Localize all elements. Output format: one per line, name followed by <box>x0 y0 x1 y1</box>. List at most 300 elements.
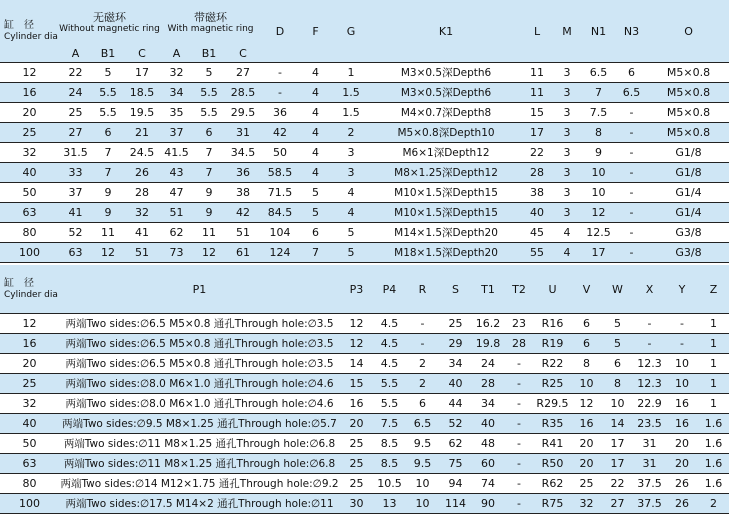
table-cell: 61 <box>225 243 261 263</box>
table-row <box>0 103 729 123</box>
table-cell: 9 <box>582 143 615 163</box>
table-cell: 6 <box>571 334 602 354</box>
cylinder-dia-cell: 32 <box>0 143 59 163</box>
table-cell: 12 <box>193 243 225 263</box>
table-cell: 4 <box>299 63 332 83</box>
table-cell: - <box>666 314 698 334</box>
cylinder-dia-cell: 32 <box>0 394 59 414</box>
cylinder-dia-cell: 20 <box>0 103 59 123</box>
table-cell: 124 <box>261 243 299 263</box>
table-cell: 6 <box>615 63 648 83</box>
cylinder-dia-cell: 63 <box>0 203 59 223</box>
cylinder-dia-cell: 80 <box>0 474 59 494</box>
table-cell: 11 <box>92 223 124 243</box>
table-cell: 37 <box>59 183 92 203</box>
col-header-o: O <box>648 0 729 63</box>
table-cell: - <box>615 123 648 143</box>
table-cell: 8 <box>582 123 615 143</box>
table-cell: 5.5 <box>193 103 225 123</box>
col-header-a: A <box>59 44 92 63</box>
table-cell: 4 <box>299 83 332 103</box>
table-cell: 18.5 <box>124 83 160 103</box>
table-cell: 1 <box>698 374 729 394</box>
table-cell: 16.2 <box>472 314 504 334</box>
table-cell: 1 <box>698 354 729 374</box>
table-cell: 16 <box>340 394 373 414</box>
cylinder-dia-cell: 80 <box>0 223 59 243</box>
table-cell: 5 <box>299 183 332 203</box>
table-cell: 22 <box>602 474 633 494</box>
table-cell: 8 <box>571 354 602 374</box>
cylinder-dia-header-bottom: 缸 径 Cylinder dia <box>0 265 59 314</box>
table-cell: 26 <box>666 494 698 514</box>
table-cell: - <box>615 163 648 183</box>
table-cell: R16 <box>534 314 571 334</box>
cylinder-dia-cell: 16 <box>0 334 59 354</box>
table-cell: 1 <box>698 334 729 354</box>
table-cell: 1.5 <box>332 83 370 103</box>
table-cell: - <box>615 103 648 123</box>
table-row <box>0 83 729 103</box>
table-cell: 37.5 <box>633 494 666 514</box>
table-cell: - <box>406 334 439 354</box>
table-cell: 20 <box>340 414 373 434</box>
table-cell: R25 <box>534 374 571 394</box>
table-cell: 17 <box>522 123 552 143</box>
table-cell: 3 <box>332 143 370 163</box>
table-cell: - <box>633 314 666 334</box>
table-cell: 9 <box>92 183 124 203</box>
table-cell: 14 <box>340 354 373 374</box>
table-cell: 42 <box>225 203 261 223</box>
table-cell: 7.5 <box>582 103 615 123</box>
table-row <box>0 203 729 223</box>
table-cell: 1 <box>698 394 729 414</box>
table-cell: 7 <box>193 163 225 183</box>
table-cell: M3×0.5深Depth6 <box>370 63 522 83</box>
table-cell: 28 <box>522 163 552 183</box>
table-cell: 12.5 <box>582 223 615 243</box>
table-cell: - <box>504 474 534 494</box>
table-cell: 12 <box>340 334 373 354</box>
table-cell: 25 <box>340 454 373 474</box>
cylinder-dia-cell: 40 <box>0 414 59 434</box>
table-cell: 41 <box>124 223 160 243</box>
table-cell: 34 <box>439 354 472 374</box>
table-cell: R75 <box>534 494 571 514</box>
table-cell: 5 <box>193 63 225 83</box>
table-cell: 两端Two sides:∅17.5 M14×2 通孔Through hole:∅11 <box>59 494 340 514</box>
table-cell: 22 <box>59 63 92 83</box>
table-cell: R50 <box>534 454 571 474</box>
table-cell: 14 <box>602 414 633 434</box>
table-cell: 两端Two sides:∅11 M8×1.25 通孔Through hole:∅6.8 <box>59 454 340 474</box>
table-cell: 26 <box>124 163 160 183</box>
table-cell: 13 <box>373 494 406 514</box>
table-row <box>0 414 729 434</box>
table-cell: 7 <box>299 243 332 263</box>
table-cell: 51 <box>160 203 193 223</box>
table-cell: 两端Two sides:∅14 M12×1.75 通孔Through hole:∅9.2 <box>59 474 340 494</box>
table-cell: 12 <box>571 394 602 414</box>
table-cell: 32 <box>571 494 602 514</box>
table-cell: 9.5 <box>406 454 439 474</box>
col-header-s: S <box>439 265 472 314</box>
table-cell: 63 <box>59 243 92 263</box>
table-cell: 4 <box>552 223 582 243</box>
table-cell: 51 <box>225 223 261 243</box>
table-cell: 10 <box>406 494 439 514</box>
table-cell: 5 <box>299 203 332 223</box>
table-cell: 3 <box>552 63 582 83</box>
table-cell: 3 <box>552 83 582 103</box>
table-cell: R29.5 <box>534 394 571 414</box>
col-header-t2: T2 <box>504 265 534 314</box>
table-cell: - <box>615 203 648 223</box>
cylinder-dia-cell: 25 <box>0 123 59 143</box>
table-cell: R19 <box>534 334 571 354</box>
table-cell: 48 <box>472 434 504 454</box>
table-cell: 40 <box>439 374 472 394</box>
table-cell: 94 <box>439 474 472 494</box>
table-row <box>0 394 729 414</box>
table-cell: M5×0.8 <box>648 123 729 143</box>
table-cell: 55 <box>522 243 552 263</box>
table-cell: M5×0.8 <box>648 63 729 83</box>
table-cell: 27 <box>225 63 261 83</box>
cylinder-dia-cell: 50 <box>0 434 59 454</box>
cylinder-dia-cell: 12 <box>0 314 59 334</box>
table-cell: 4 <box>299 123 332 143</box>
table-cell: M5×0.8 <box>648 103 729 123</box>
table-cell: 60 <box>472 454 504 474</box>
table-row <box>0 434 729 454</box>
cylinder-dia-cell: 40 <box>0 163 59 183</box>
table-cell: 5.5 <box>193 83 225 103</box>
table-cell: 9 <box>193 203 225 223</box>
table-cell: 16 <box>571 414 602 434</box>
table-cell: 25 <box>571 474 602 494</box>
table-cell: 10 <box>582 183 615 203</box>
table-cell: 3 <box>552 183 582 203</box>
table-cell: 11 <box>193 223 225 243</box>
table-cell: 11 <box>522 63 552 83</box>
table-cell: - <box>504 414 534 434</box>
table-cell: 两端Two sides:∅9.5 M8×1.25 通孔Through hole:∅5.7 <box>59 414 340 434</box>
table-cell: 2 <box>406 374 439 394</box>
col-header-r: R <box>406 265 439 314</box>
table-cell: 7.5 <box>373 414 406 434</box>
table-cell: 5 <box>332 223 370 243</box>
table-cell: 36 <box>261 103 299 123</box>
table-row <box>0 143 729 163</box>
table-row <box>0 163 729 183</box>
table-cell: - <box>633 334 666 354</box>
col-header-p4: P4 <box>373 265 406 314</box>
table-cell: 1.6 <box>698 434 729 454</box>
table-cell: - <box>504 394 534 414</box>
table-cell: 3 <box>552 103 582 123</box>
table-cell: 71.5 <box>261 183 299 203</box>
table-cell: 2 <box>406 354 439 374</box>
table-cell: 36 <box>225 163 261 183</box>
table-row <box>0 314 729 334</box>
table-cell: 两端Two sides:∅6.5 M5×0.8 通孔Through hole:∅3.5 <box>59 334 340 354</box>
table-cell: - <box>504 374 534 394</box>
col-header-w: W <box>602 265 633 314</box>
table-cell: 1 <box>332 63 370 83</box>
table-row <box>0 243 729 263</box>
table-cell: - <box>615 223 648 243</box>
cylinder-dia-cell: 100 <box>0 494 59 514</box>
table-cell: M10×1.5深Depth15 <box>370 203 522 223</box>
table-cell: 11 <box>522 83 552 103</box>
col-header-n3: N3 <box>615 0 648 63</box>
table-cell: 1 <box>698 314 729 334</box>
table-cell: - <box>504 494 534 514</box>
table-cell: G1/8 <box>648 163 729 183</box>
table-cell: - <box>504 434 534 454</box>
table-cell: 31 <box>633 454 666 474</box>
table-cell: 12 <box>340 314 373 334</box>
table-cell: 40 <box>472 414 504 434</box>
cylinder-dia-cell: 100 <box>0 243 59 263</box>
table-cell: 12.3 <box>633 374 666 394</box>
table-cell: M6×1深Depth12 <box>370 143 522 163</box>
table-cell: 7 <box>92 163 124 183</box>
col-header-z: Z <box>698 265 729 314</box>
table-cell: 51 <box>124 243 160 263</box>
table-row <box>0 474 729 494</box>
table-cell: 4.5 <box>373 334 406 354</box>
table-cell: 38 <box>522 183 552 203</box>
table-cell: 4 <box>552 243 582 263</box>
col-header-v: V <box>571 265 602 314</box>
table-cell: - <box>615 243 648 263</box>
table-cell: 12 <box>582 203 615 223</box>
table-cell: 24 <box>472 354 504 374</box>
table-cell: M8×1.25深Depth12 <box>370 163 522 183</box>
table-cell: 8.5 <box>373 454 406 474</box>
table-row <box>0 334 729 354</box>
without-magnetic-ring-header: 无磁环 Without magnetic ring <box>59 0 160 44</box>
table-cell: 2 <box>698 494 729 514</box>
table-cell: 23 <box>504 314 534 334</box>
table-cell: M3×0.5深Depth6 <box>370 83 522 103</box>
table-cell: 16 <box>666 394 698 414</box>
cylinder-dia-cell: 50 <box>0 183 59 203</box>
table-cell: 62 <box>160 223 193 243</box>
table-cell: 4.5 <box>373 354 406 374</box>
table-cell: 28.5 <box>225 83 261 103</box>
table-cell: 6 <box>571 314 602 334</box>
table-cell: 75 <box>439 454 472 474</box>
table-cell: G3/8 <box>648 243 729 263</box>
table-cell: - <box>504 354 534 374</box>
table-cell: - <box>504 454 534 474</box>
table-cell: G1/4 <box>648 203 729 223</box>
table-cell: 38 <box>225 183 261 203</box>
table-cell: 10 <box>582 163 615 183</box>
table-cell: 5.5 <box>92 103 124 123</box>
table-cell: - <box>406 314 439 334</box>
table-cell: 20 <box>666 454 698 474</box>
table-cell: 9.5 <box>406 434 439 454</box>
table-cell: 27 <box>59 123 92 143</box>
col-header-m: M <box>552 0 582 63</box>
table-cell: M18×1.5深Depth20 <box>370 243 522 263</box>
table-cell: 24.5 <box>124 143 160 163</box>
table-cell: M5×0.8深Depth10 <box>370 123 522 143</box>
table-cell: 23.5 <box>633 414 666 434</box>
table-cell: 4 <box>299 143 332 163</box>
table-cell: 17 <box>582 243 615 263</box>
table-cell: 26 <box>666 474 698 494</box>
table-cell: 3 <box>332 163 370 183</box>
table-cell: 3 <box>552 123 582 143</box>
table-cell: 44 <box>439 394 472 414</box>
table-cell: 32 <box>124 203 160 223</box>
table-cell: 两端Two sides:∅6.5 M5×0.8 通孔Through hole:∅3.5 <box>59 314 340 334</box>
table-cell: 35 <box>160 103 193 123</box>
table-cell: 17 <box>124 63 160 83</box>
table-cell: 30 <box>340 494 373 514</box>
table-cell: R62 <box>534 474 571 494</box>
table-row <box>0 374 729 394</box>
table-cell: 31 <box>633 434 666 454</box>
table-cell: 16 <box>666 414 698 434</box>
table-cell: 37.5 <box>633 474 666 494</box>
table-cell: 6 <box>299 223 332 243</box>
table-cell: 19.8 <box>472 334 504 354</box>
table-cell: 52 <box>439 414 472 434</box>
table-cell: 3 <box>552 203 582 223</box>
col-header-f: F <box>299 0 332 63</box>
table-cell: 3 <box>552 163 582 183</box>
table-cell: 29 <box>439 334 472 354</box>
table-cell: 10 <box>571 374 602 394</box>
table-cell: 两端Two sides:∅8.0 M6×1.0 通孔Through hole:∅4.6 <box>59 394 340 414</box>
table-cell: 15 <box>340 374 373 394</box>
col-header-d: D <box>261 0 299 63</box>
table-cell: 1.6 <box>698 454 729 474</box>
table-cell: 47 <box>160 183 193 203</box>
table-cell: 8.5 <box>373 434 406 454</box>
table-cell: 10 <box>406 474 439 494</box>
cylinder-dia-cell: 16 <box>0 83 59 103</box>
table-cell: 114 <box>439 494 472 514</box>
table-cell: R41 <box>534 434 571 454</box>
cylinder-dia-cell: 12 <box>0 63 59 83</box>
table-cell: 6 <box>602 354 633 374</box>
table-cell: 5.5 <box>92 83 124 103</box>
table-cell: M10×1.5深Depth15 <box>370 183 522 203</box>
table-row <box>0 63 729 83</box>
table-cell: 10 <box>602 394 633 414</box>
table-cell: 31.5 <box>59 143 92 163</box>
table-cell: 73 <box>160 243 193 263</box>
table-cell: 20 <box>666 434 698 454</box>
col-header-x: X <box>633 265 666 314</box>
table-cell: 34.5 <box>225 143 261 163</box>
col-header-p3: P3 <box>340 265 373 314</box>
table-cell: 20 <box>571 454 602 474</box>
table-cell: 20 <box>571 434 602 454</box>
table-cell: M14×1.5深Depth20 <box>370 223 522 243</box>
table-cell: 74 <box>472 474 504 494</box>
table-cell: 4 <box>299 163 332 183</box>
col-header-n1: N1 <box>582 0 615 63</box>
table-cell: 31 <box>225 123 261 143</box>
table-cell: 28 <box>504 334 534 354</box>
table-cell: M4×0.7深Depth8 <box>370 103 522 123</box>
table-cell: 7 <box>582 83 615 103</box>
table-cell: 5 <box>92 63 124 83</box>
table-cell: 42 <box>261 123 299 143</box>
table-cell: 4.5 <box>373 314 406 334</box>
table-cell: 29.5 <box>225 103 261 123</box>
table-cell: - <box>261 63 299 83</box>
table-cell: - <box>261 83 299 103</box>
table-cell: 9 <box>92 203 124 223</box>
table-cell: 4 <box>299 103 332 123</box>
table-cell: 4 <box>332 183 370 203</box>
table-cell: 1.6 <box>698 414 729 434</box>
table-cell: 7 <box>92 143 124 163</box>
table-cell: 33 <box>59 163 92 183</box>
table-cell: 25 <box>340 474 373 494</box>
table-cell: 3 <box>552 143 582 163</box>
table-row <box>0 354 729 374</box>
table-cell: G3/8 <box>648 223 729 243</box>
col-header-k1: K1 <box>370 0 522 63</box>
table-row <box>0 123 729 143</box>
table-cell: 24 <box>59 83 92 103</box>
table-cell: R22 <box>534 354 571 374</box>
table-cell: G1/8 <box>648 143 729 163</box>
table-cell: 43 <box>160 163 193 183</box>
table-cell: 34 <box>160 83 193 103</box>
table-cell: 17 <box>602 454 633 474</box>
table-cell: 7 <box>193 143 225 163</box>
table-cell: 5 <box>602 334 633 354</box>
table-cell: 6 <box>92 123 124 143</box>
table-cell: - <box>615 143 648 163</box>
col-header-t1: T1 <box>472 265 504 314</box>
table-cell: 10.5 <box>373 474 406 494</box>
table-cell: 1.5 <box>332 103 370 123</box>
col-header-b1-magnetic: B1 <box>193 44 225 63</box>
table-cell: 5.5 <box>373 394 406 414</box>
col-header-b1: B1 <box>92 44 124 63</box>
table-cell: 28 <box>472 374 504 394</box>
table-cell: 22.9 <box>633 394 666 414</box>
table-cell: - <box>666 334 698 354</box>
table-cell: 27 <box>602 494 633 514</box>
table-cell: 41 <box>59 203 92 223</box>
dimension-table-bottom <box>0 265 729 514</box>
table-cell: G1/4 <box>648 183 729 203</box>
table-cell: 45 <box>522 223 552 243</box>
table-cell: 15 <box>522 103 552 123</box>
col-header-g: G <box>332 0 370 63</box>
table-row <box>0 494 729 514</box>
table-cell: 5.5 <box>373 374 406 394</box>
table-cell: 25 <box>59 103 92 123</box>
table-cell: 21 <box>124 123 160 143</box>
table-cell: 6.5 <box>582 63 615 83</box>
table-cell: 28 <box>124 183 160 203</box>
